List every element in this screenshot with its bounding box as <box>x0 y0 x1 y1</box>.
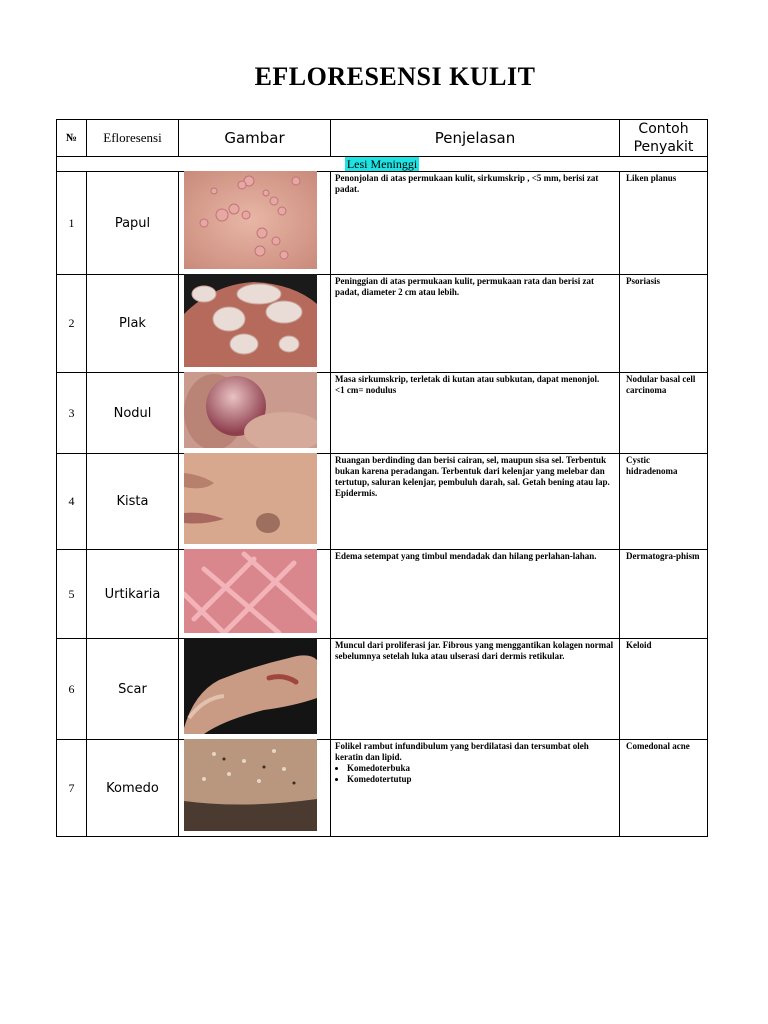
papul-image <box>184 171 317 269</box>
nodulus-note: <1 cm= nodulus <box>335 385 397 395</box>
table-row <box>57 550 708 639</box>
image-cell <box>179 550 331 639</box>
efloresensi-name: Urtikaria <box>87 550 179 639</box>
contoh-penyakit-text: Comedonal acne <box>620 740 708 837</box>
penjelasan-text: Edema setempat yang timbul mendadak dan hilang perlahan-lahan. <box>331 550 620 639</box>
table-row <box>57 275 708 373</box>
header-no: № <box>57 120 87 157</box>
scar-image <box>184 638 317 734</box>
image-cell <box>179 639 331 740</box>
list-item: • Komedoterbuka <box>347 763 615 774</box>
efloresensi-name: Nodul <box>87 373 179 454</box>
row-number: 1 <box>57 172 87 275</box>
efloresensi-name: Kista <box>87 454 179 550</box>
efloresensi-name: Plak <box>87 275 179 373</box>
efloresensi-table <box>56 119 708 837</box>
table-header-row <box>57 120 708 157</box>
row-number: 3 <box>57 373 87 454</box>
row-number: 7 <box>57 740 87 837</box>
contoh-penyakit-text: Cystic hidradenoma <box>620 454 708 550</box>
row-number: 4 <box>57 454 87 550</box>
penjelasan-text: Masa sirkumskrip, terletak di kutan atau subkutan, dapat menonjol. <1 cm= nodulus <box>331 373 620 454</box>
header-efloresensi: Efloresensi <box>87 120 179 157</box>
image-cell <box>179 454 331 550</box>
image-cell <box>179 373 331 454</box>
row-number: 2 <box>57 275 87 373</box>
image-cell <box>179 740 331 837</box>
urtikaria-image <box>184 549 317 633</box>
penjelasan-text: Ruangan berdinding dan berisi cairan, sel, maupun sisa sel. Terbentuk bukan karena peradangan. Terbentuk dari kelenjar yang melebar dan tertutup, saluran kelenjar, pembuluh darah, sal. Getah bening atau lap. Epidermis. <box>331 454 620 550</box>
nodul-image <box>184 372 317 448</box>
penjelasan-text: Folikel rambut infundibulum yang berdilatasi dan tersumbat oleh keratin dan lipid. • Komedoterbuka • Komedotertutup <box>331 740 620 837</box>
header-contoh-penyakit: Contoh Penyakit <box>620 120 708 157</box>
contoh-penyakit-text: Dermatogra-phism <box>620 550 708 639</box>
section-label: Lesi Meninggi <box>346 157 418 171</box>
contoh-penyakit-text: Keloid <box>620 639 708 740</box>
section-row <box>57 157 708 172</box>
plak-image <box>184 274 317 367</box>
table-row <box>57 454 708 550</box>
efloresensi-name: Komedo <box>87 740 179 837</box>
table-row <box>57 172 708 275</box>
kista-image <box>184 453 317 544</box>
komedo-image <box>184 739 317 831</box>
table-row <box>57 740 708 837</box>
image-cell <box>179 172 331 275</box>
penjelasan-text: Peninggian di atas permukaan kulit, permukaan rata dan berisi zat padat, diameter 2 cm atau lebih. <box>331 275 620 373</box>
page-title: EFLORESENSI KULIT <box>254 62 536 91</box>
row-number: 6 <box>57 639 87 740</box>
contoh-penyakit-text: Nodular basal cell carcinoma <box>620 373 708 454</box>
table-row <box>57 639 708 740</box>
header-penjelasan: Penjelasan <box>331 120 620 157</box>
contoh-penyakit-text: Liken planus <box>620 172 708 275</box>
header-gambar: Gambar <box>179 120 331 157</box>
penjelasan-text: Penonjolan di atas permukaan kulit, sirkumskrip , <5 mm, berisi zat padat. <box>331 172 620 275</box>
table-row <box>57 373 708 454</box>
efloresensi-name: Scar <box>87 639 179 740</box>
komedo-types-list <box>335 763 615 785</box>
row-number: 5 <box>57 550 87 639</box>
list-item: • Komedotertutup <box>347 774 615 785</box>
contoh-penyakit-text: Psoriasis <box>620 275 708 373</box>
image-cell <box>179 275 331 373</box>
penjelasan-text: Muncul dari proliferasi jar. Fibrous yang menggantikan kolagen normal sebelumnya setelah luka atau ulserasi dari dermis retikular. <box>331 639 620 740</box>
efloresensi-name: Papul <box>87 172 179 275</box>
